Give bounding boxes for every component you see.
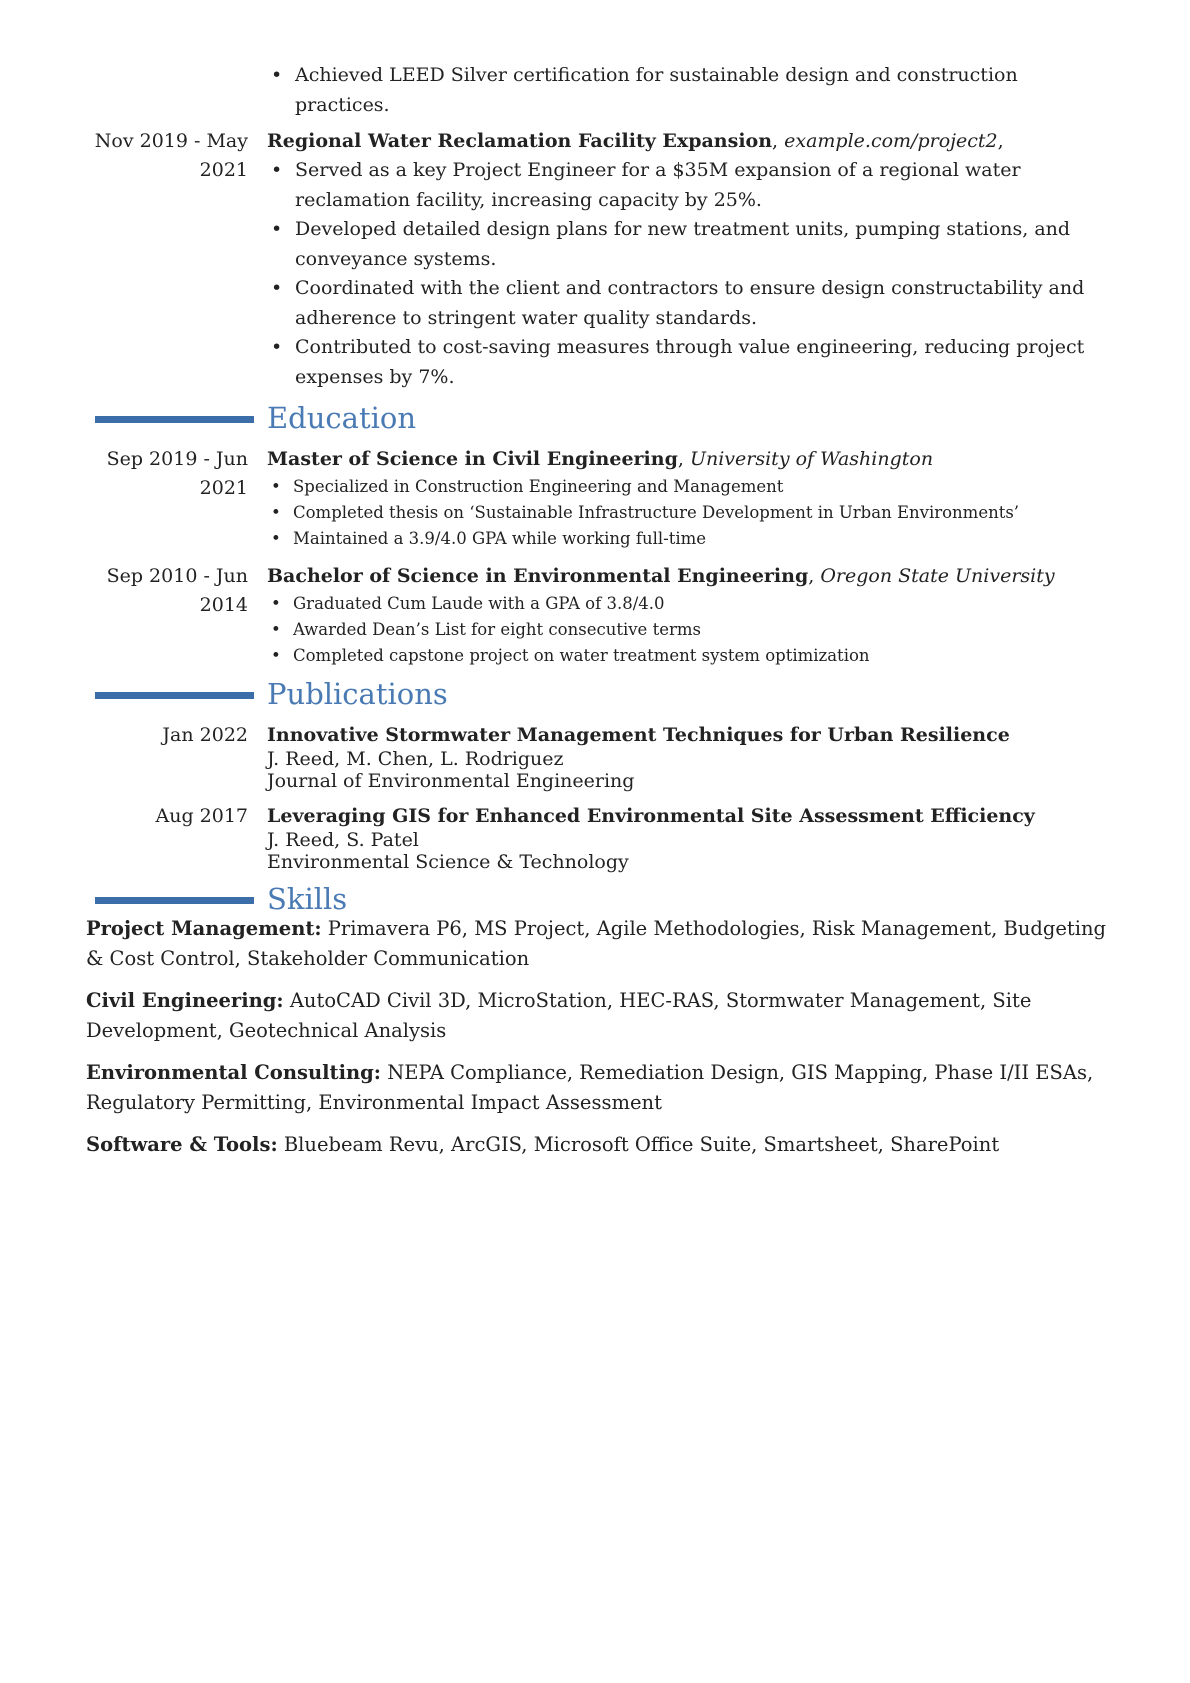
skill-category: Software & Tools: — [86, 1133, 278, 1156]
project-title: Regional Water Reclamation Facility Expansion — [267, 130, 773, 152]
section-accent-bar — [95, 897, 254, 904]
publication-authors: J. Reed, S. Patel — [267, 829, 419, 851]
education-bullets — [267, 474, 1097, 552]
skill-category: Civil Engineering: — [86, 989, 284, 1012]
skill-row — [86, 986, 1116, 1045]
list-item: • Graduated Cum Laude with a GPA of 3.8/4.0 — [267, 591, 1097, 617]
school-name: Oregon State University — [820, 565, 1055, 587]
skill-category: Environmental Consulting: — [86, 1061, 381, 1084]
list-item: • Completed thesis on ‘Sustainable Infrastructure Development in Urban Environments’ — [267, 500, 1097, 526]
entry-date: Sep 2010 - Jun 2014 — [106, 565, 248, 616]
publication-title: Innovative Stormwater Management Techniques for Urban Resilience — [267, 724, 1010, 746]
skill-values: Primavera P6, MS Project, Agile Methodologies, Risk Management, Budgeting & Cost Control, Stakeholder Communication — [86, 917, 1107, 970]
section-accent-bar — [95, 692, 254, 699]
list-item: • Contributed to cost-saving measures through value engineering, reducing project expenses by 7%. — [267, 333, 1097, 392]
entry-date: Jan 2022 — [162, 724, 248, 746]
education-section-header — [0, 399, 1190, 439]
skill-values: Bluebeam Revu, ArcGIS, Microsoft Office Suite, Smartsheet, SharePoint — [283, 1133, 1000, 1156]
skills-list — [86, 914, 1116, 1173]
degree-title: Bachelor of Science in Environmental Engineering — [267, 565, 809, 587]
education-bullets — [267, 591, 1097, 669]
list-item: • Awarded Dean’s List for eight consecutive terms — [267, 617, 1097, 643]
list-item: • Completed capstone project on water treatment system optimization — [267, 643, 1097, 669]
list-item: • Specialized in Construction Engineering and Management — [267, 474, 1097, 500]
list-item: • Developed detailed design plans for new treatment units, pumping stations, and conveyance systems. — [267, 215, 1097, 274]
education-entry: Sep 2010 - Jun 2014 Bachelor of Science in Environmental Engineering, Oregon State University • Graduated Cum Laude with a GPA of 3.8/4.0 • Awarded Dean’s List for eight consecutive terms • Completed capstone project on water treatment system optimization — [0, 562, 1190, 669]
project-link[interactable]: example.com/project2 — [784, 130, 998, 152]
skill-row — [86, 914, 1116, 973]
experience-project2: Nov 2019 - May 2021 Regional Water Reclamation Facility Expansion, example.com/project2, • Served as a key Project Engineer for a $35M expansion of a regional water reclamation facility, increasing capacity by 25%. • Developed detailed design plans for new treatment units, pumping stations, and conveyance systems. • Coordinated with the client and contractors to ensure design constructability and adherence to stringent water quality standards. • Contributed to cost-saving measures through value engineering, reducing project expenses by 7%. — [0, 127, 1190, 392]
skill-row — [86, 1130, 1116, 1160]
project1-bullets — [267, 61, 1097, 120]
list-item: • Maintained a 3.9/4.0 GPA while working full-time — [267, 526, 1097, 552]
entry-date: Aug 2017 — [155, 805, 248, 827]
project2-bullets — [267, 156, 1097, 392]
section-title: Publications — [267, 677, 448, 711]
publication-entry — [0, 722, 1190, 792]
education-entry: Sep 2019 - Jun 2021 Master of Science in Civil Engineering, University of Washington • Specialized in Construction Engineering and Management • Completed thesis on ‘Sustainable Infrastructure Development in Urban Environments’ • Maintained a 3.9/4.0 GPA while working full-time — [0, 445, 1190, 552]
publication-entry — [0, 803, 1190, 873]
list-item: • Served as a key Project Engineer for a $35M expansion of a regional water reclamation facility, increasing capacity by 25%. — [267, 156, 1097, 215]
publication-authors: J. Reed, M. Chen, L. Rodriguez — [267, 748, 564, 770]
entry-date: Sep 2019 - Jun 2021 — [106, 448, 248, 499]
list-item: • Coordinated with the client and contractors to ensure design constructability and adherence to stringent water quality standards. — [267, 274, 1097, 333]
degree-title: Master of Science in Civil Engineering — [267, 448, 678, 470]
section-accent-bar — [95, 416, 254, 423]
skill-values: NEPA Compliance, Remediation Design, GIS Mapping, Phase I/II ESAs, Regulatory Permitting, Environmental Impact Assessment — [86, 1061, 1094, 1114]
publication-title: Leveraging GIS for Enhanced Environmental Site Assessment Efficiency — [267, 805, 1035, 827]
publications-section-header — [0, 675, 1190, 715]
section-title: Education — [267, 401, 417, 435]
school-name: University of Washington — [689, 448, 934, 470]
skill-row — [86, 1058, 1116, 1117]
list-item: • Achieved LEED Silver certification for sustainable design and construction practices. — [267, 61, 1097, 120]
section-title: Skills — [267, 882, 348, 916]
publication-journal: Environmental Science & Technology — [267, 851, 629, 873]
skill-values: AutoCAD Civil 3D, MicroStation, HEC-RAS, Stormwater Management, Site Development, Geotechnical Analysis — [86, 989, 1032, 1042]
entry-date: Nov 2019 - May 2021 — [94, 130, 248, 181]
experience-continued — [0, 61, 1190, 120]
skill-category: Project Management: — [86, 917, 322, 940]
publication-journal: Journal of Environmental Engineering — [267, 770, 635, 792]
